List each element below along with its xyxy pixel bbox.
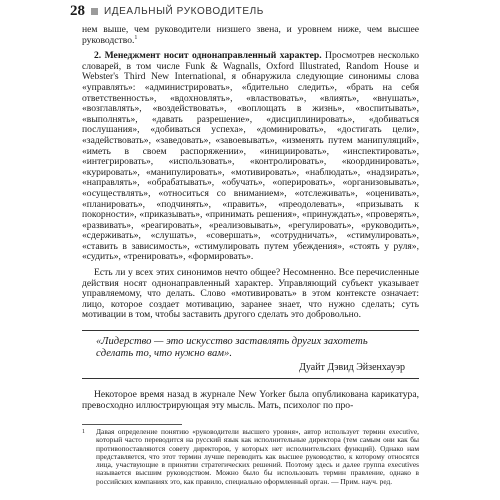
page-number: 28: [70, 2, 85, 19]
footnote-text: Давая определение понятию «руководители высшего уровня», автор использует термин executive, который часто переводится на русский язык как исполнительные директора (тем самым они как бы противопоставляются совету директоров, у которых нет исполнительских функций). Однако нам представляется, что этот термин лучше переводить как высшее руководство, к которому относятся лица, участвующие в принятии стратегических решений. Поэтому здесь и далее группа executives называется высшим руководством. Можно было бы использовать термин правление, однако в российских компаниях это, как правило, специально оформленный орган. — Прим. науч. ред.: [96, 427, 419, 486]
footnote-divider: [82, 424, 182, 425]
paragraph-intro: нем выше, чем руководители низшего звена, и уровнем ниже, чем высшее руководство.$^1$: [82, 24, 419, 46]
footnote-ref[interactable]: 1: [134, 34, 138, 41]
section-paragraph: [82, 51, 419, 263]
paragraph-question: Есть ли у всех этих синонимов нечто общее? Несомненно. Все перечисленные действия носят однонаправленный характер. Управляющий субъект указывает управляемому, что делать. Слово «мотивировать» в этом контексте означает: лицо, которое создает мотивацию, заранее знает, что нужно сделать; суть мотивации в том, чтобы заставить другого сделать это добровольно.: [82, 267, 419, 321]
running-title: ИДЕАЛЬНЫЙ РУКОВОДИТЕЛЬ: [104, 5, 264, 17]
paragraph-new-yorker: Некоторое время назад в журнале New Yorker была опубликована карикатура, превосходно иллюстрирующая эту мысль. Мать, психолог по про-: [82, 389, 419, 412]
epigraph-quote: [82, 330, 419, 379]
footnote-number: 1: [82, 429, 85, 435]
square-bullet-icon: [91, 8, 98, 15]
quote-text: «Лидерство — это искусство заставлять других захотеть сделать то, что нужно вам».: [96, 336, 368, 360]
page-header: [0, 0, 500, 22]
section-body: Просмотрев несколько словарей, в том числе Funk & Wagnalls, Oxford Illustrated, Random House и Webster's Third New International, я обнаружила следующие синонимы слова «управлять»: «администрировать», «бдительно следить», «брать на себя ответственность», «вдохновлять», «властвовать», «влиять», «внушать», «возглавлять», «воздействовать», «воплощать в жизнь», «воспитывать», «выполнять», «давать разрешение», «дисциплинировать», «добиваться послушания», «добиваться успеха», «доминировать», «достигать цели», «задействовать», «заведовать», «завоевывать», «изменять путем манипуляций», «иметь в своем распоряжении», «инициировать», «инспектировать», «интегрировать», «использовать», «контролировать», «координировать», «курировать», «манипулировать», «мотивировать», «наблюдать», «надзирать», «направлять», «обрабатывать», «обучать», «оперировать», «организовывать», «осуществлять», «относиться со вниманием», «отслеживать», «оценивать», «планировать», «подчинять», «править», «преодолевать», «призывать к покорности», «приказывать», «принимать решения», «принуждать», «проверять», «развивать», «реагировать», «реализовывать», «регулировать», «руководить», «сдерживать», «слушать», «совершать», «сотрудничать», «стимулировать», «ставить в зависимость», «стимулировать путем убеждения», «стоять у руля», «судить», «тренировать», «формировать».: [82, 50, 419, 263]
quote-author: Дуайт Дэвид Эйзенхауэр: [299, 362, 405, 374]
footnote: [82, 428, 419, 486]
main-text: [82, 25, 419, 412]
section-heading: 2. Менеджмент носит однонаправленный характер.: [94, 50, 322, 62]
